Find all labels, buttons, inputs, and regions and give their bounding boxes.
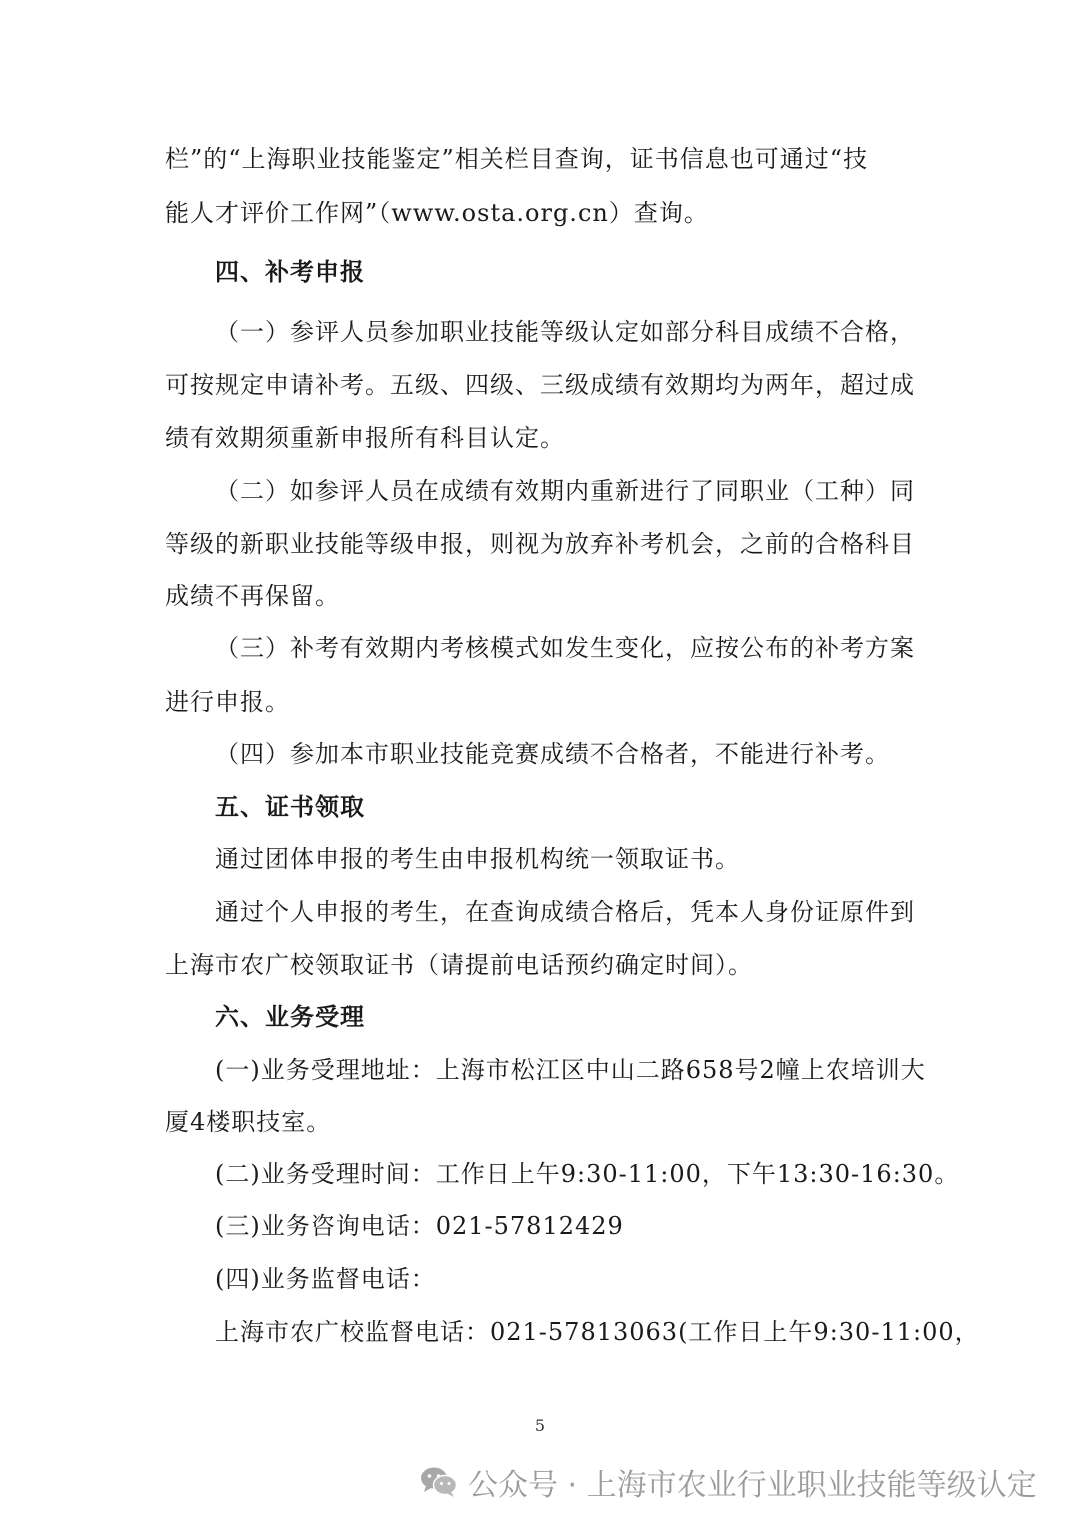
body-text-line: 通过个人申报的考生，在查询成绩合格后，凭本人身份证原件到 [215,898,915,926]
body-text-line: 通过团体申报的考生由申报机构统一领取证书。 [215,845,740,873]
body-text-line: (四)业务监督电话： [215,1265,436,1293]
body-text-line: (一)业务受理地址：上海市松江区中山二路658号2幢上农培训大 [215,1056,926,1084]
body-text-line: （二）如参评人员在成绩有效期内重新进行了同职业（工种）同 [215,477,915,505]
body-text-line: 进行申报。 [165,688,290,716]
body-text-line: 可按规定申请补考。五级、四级、三级成绩有效期均为两年，超过成 [165,371,915,399]
body-text-line: 绩有效期须重新申报所有科目认定。 [165,424,565,452]
body-text-line: 等级的新职业技能等级申报，则视为放弃补考机会，之前的合格科目 [165,530,915,558]
watermark-text: 公众号 · 上海市农业行业职业技能等级认定 [468,1468,1037,1503]
body-text-line: 厦4楼职技室。 [165,1108,332,1136]
section-heading: 五、证书领取 [215,792,365,821]
wechat-icon [420,1466,458,1498]
page-number: 5 [534,1416,546,1435]
body-text-line: (二)业务受理时间：工作日上午9:30-11:00，下午13:30-16:30。 [215,1160,960,1188]
watermark [420,1462,1037,1502]
body-text-line: 上海市农广校领取证书（请提前电话预约确定时间）。 [165,951,753,979]
body-text-line: 上海市农广校监督电话：021-57813063(工作日上午9:30-11:00， [215,1318,980,1346]
body-text-line: 成绩不再保留。 [165,582,340,610]
body-text-line: 栏”的“上海职业技能鉴定”相关栏目查询，证书信息也可通过“技 [165,145,869,173]
body-text-line: （一）参评人员参加职业技能等级认定如部分科目成绩不合格， [215,318,915,346]
section-heading: 四、补考申报 [215,257,365,286]
body-text-line: (三)业务咨询电话：021-57812429 [215,1212,624,1240]
section-heading: 六、业务受理 [215,1002,365,1031]
body-text-line: （四）参加本市职业技能竞赛成绩不合格者，不能进行补考。 [215,740,890,768]
body-text-line: 能人才评价工作网”（www.osta.org.cn）查询。 [165,199,709,227]
body-text-line: （三）补考有效期内考核模式如发生变化，应按公布的补考方案 [215,634,915,662]
